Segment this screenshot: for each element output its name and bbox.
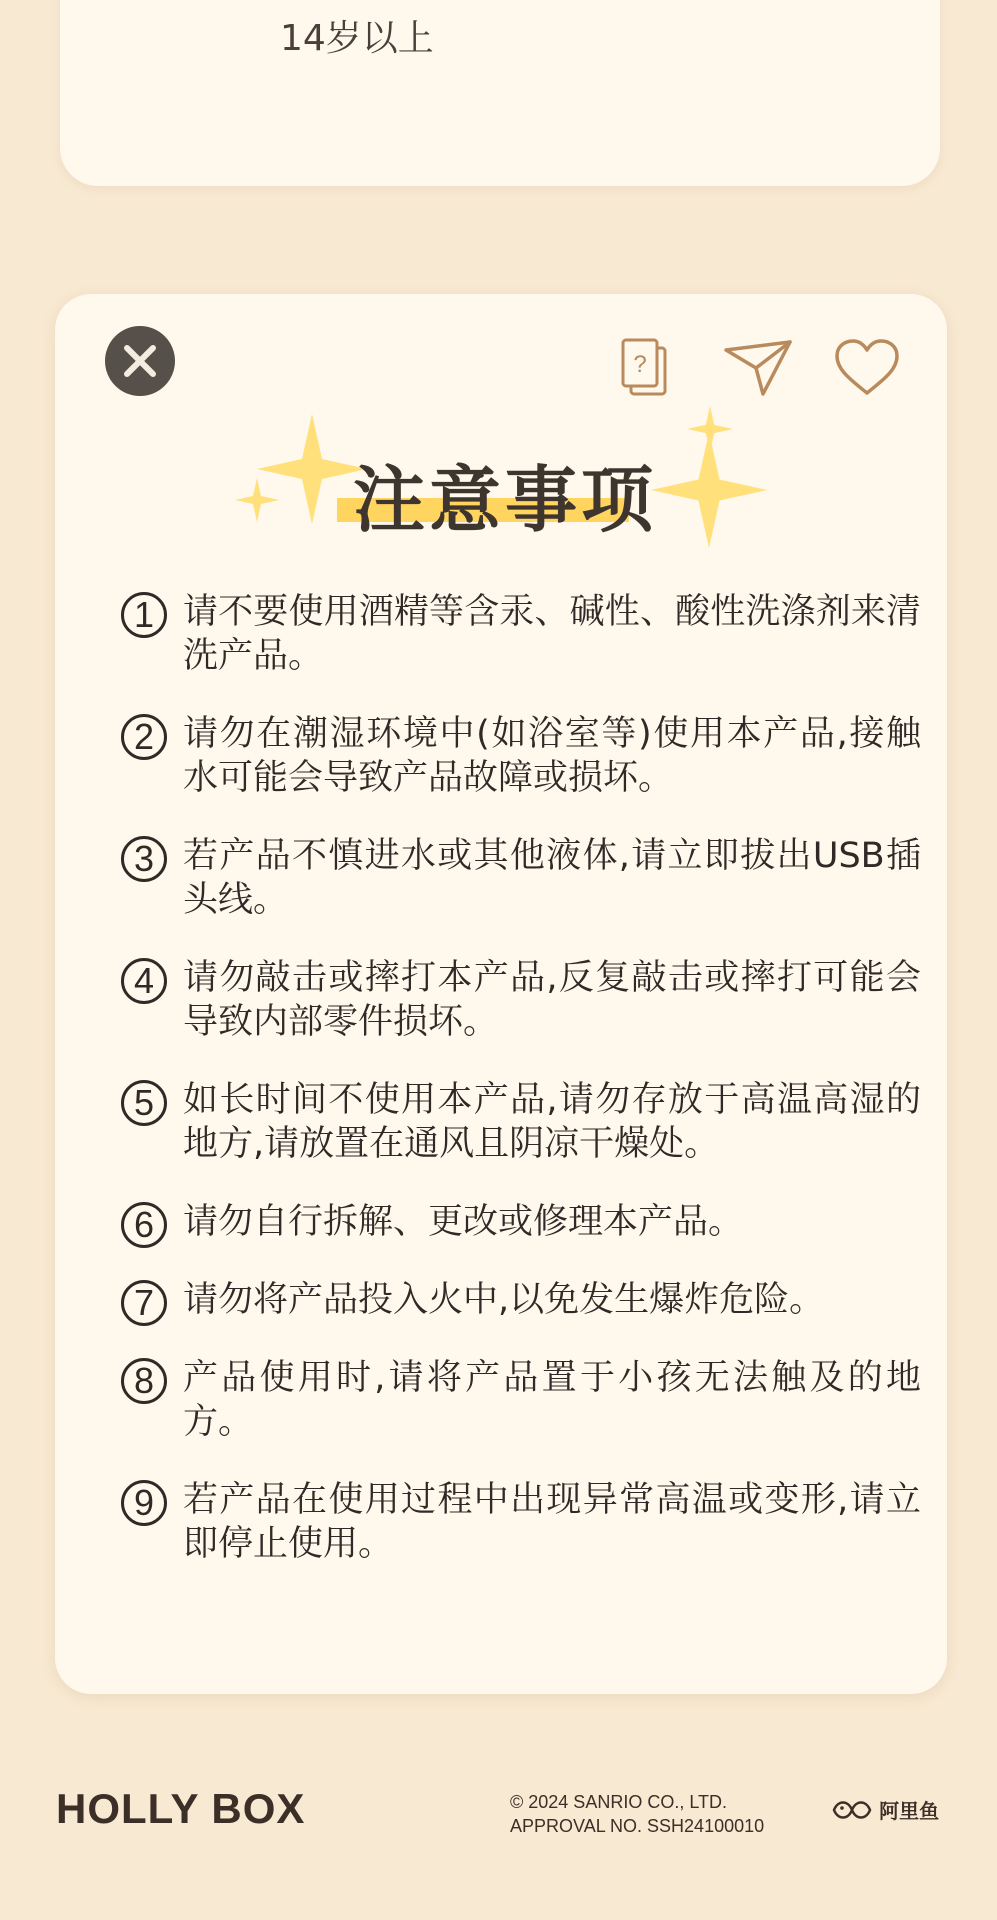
- note-number: 7: [121, 1280, 167, 1326]
- help-cards-icon[interactable]: [617, 338, 677, 400]
- age-card: [60, 0, 940, 186]
- heart-icon[interactable]: [833, 338, 901, 398]
- precautions-title: 注意事项: [352, 458, 657, 542]
- list-item: [121, 834, 921, 922]
- list-item: [121, 1356, 921, 1444]
- note-text: 请不要使用酒精等含汞、碱性、酸性洗涤剂来清洗产品。: [183, 592, 921, 676]
- precautions-title-area: [235, 414, 775, 564]
- list-item: [121, 590, 921, 678]
- note-text: 如长时间不使用本产品,请勿存放于高温高湿的地方,请放置在通风且阴凉干燥处。: [183, 1080, 921, 1164]
- note-text: 请勿将产品投入火中,以免发生爆炸危险。: [183, 1280, 825, 1320]
- age-value: 14岁以上: [280, 18, 434, 59]
- note-text: 请勿在潮湿环境中(如浴室等)使用本产品,接触水可能会导致产品故障或损坏。: [183, 714, 921, 798]
- send-icon[interactable]: [723, 338, 795, 398]
- note-number: 1: [121, 592, 167, 638]
- list-item: [121, 1078, 921, 1166]
- copyright-block: [510, 1790, 764, 1838]
- note-text: 产品使用时,请将产品置于小孩无法触及的地方。: [183, 1358, 921, 1442]
- note-number: 9: [121, 1480, 167, 1526]
- precautions-card: [55, 294, 947, 1694]
- list-item: [121, 956, 921, 1044]
- note-number: 6: [121, 1202, 167, 1248]
- note-number: 2: [121, 714, 167, 760]
- close-icon: [105, 326, 175, 396]
- note-text: 请勿自行拆解、更改或修理本产品。: [183, 1202, 744, 1242]
- note-text: 若产品在使用过程中出现异常高温或变形,请立即停止使用。: [183, 1480, 921, 1564]
- platform-name: 阿里鱼: [879, 1799, 940, 1823]
- note-number: 5: [121, 1080, 167, 1126]
- note-number: 8: [121, 1358, 167, 1404]
- precautions-list: [121, 590, 921, 1600]
- note-text: 请勿敲击或摔打本产品,反复敲击或摔打可能会导致内部零件损坏。: [183, 958, 921, 1042]
- copyright-text: © 2024 SANRIO CO., LTD.: [510, 1792, 727, 1812]
- list-item: [121, 712, 921, 800]
- note-number: 4: [121, 958, 167, 1004]
- list-item: [121, 1278, 921, 1322]
- list-item: [121, 1478, 921, 1566]
- platform-logo: [830, 1795, 939, 1824]
- svg-text:?: ?: [633, 351, 647, 378]
- alifish-logo-icon: [830, 1796, 874, 1824]
- note-text: 若产品不慎进水或其他液体,请立即拔出USB插头线。: [183, 836, 921, 920]
- sparkle-icon: [651, 432, 767, 548]
- approval-number: APPROVAL NO. SSH24100010: [510, 1816, 765, 1836]
- holly-box-logo: HOLLY BOX: [56, 1785, 306, 1832]
- note-number: 3: [121, 836, 167, 882]
- close-button[interactable]: [105, 326, 175, 396]
- list-item: [121, 1200, 921, 1244]
